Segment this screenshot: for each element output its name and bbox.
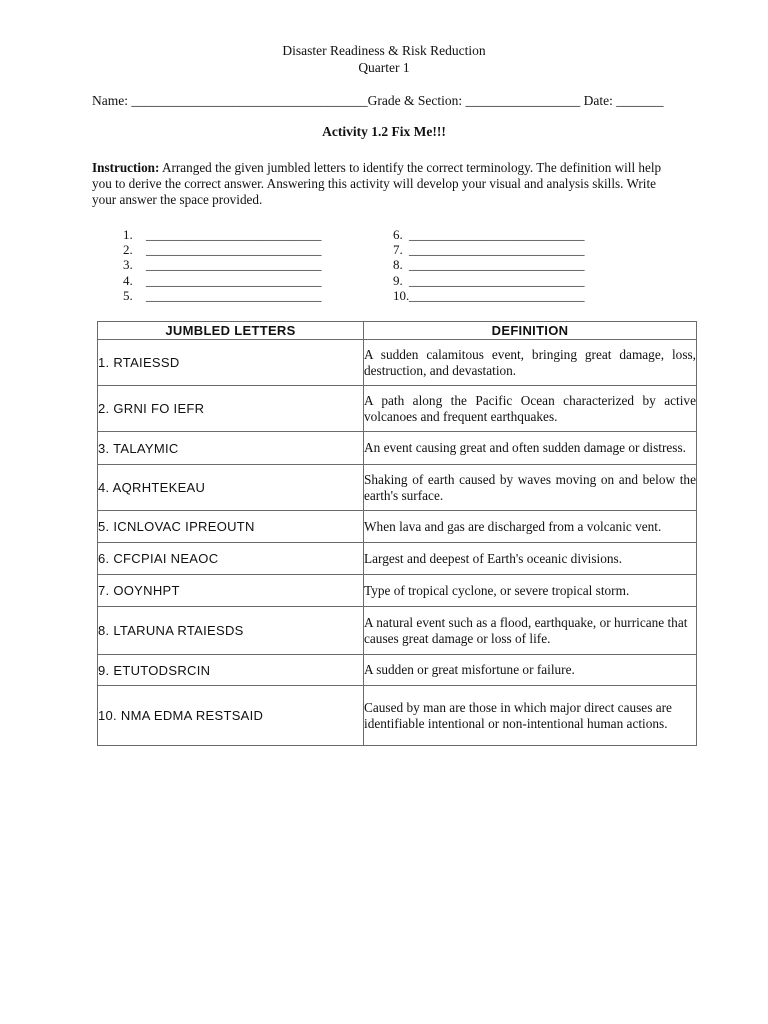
answer-number: 1. xyxy=(123,227,133,242)
answer-line xyxy=(393,242,585,257)
answer-number: 5. xyxy=(123,287,133,303)
table-row xyxy=(98,655,697,686)
definition-text: When lava and gas are discharged from a volcanic vent. xyxy=(364,511,697,543)
jumbled-word: 9. ETUTODSRCIN xyxy=(98,655,364,686)
table-row xyxy=(98,686,697,746)
answer-line xyxy=(123,242,322,257)
jumbled-word: 1. RTAIESSD xyxy=(98,340,364,386)
definition-text: A path along the Pacific Ocean characterized by active volcanoes and frequent earthquakes. xyxy=(364,386,697,432)
quarter-label: Quarter 1 xyxy=(358,60,410,75)
answer-blank: ___________________________ xyxy=(146,272,322,288)
activity-title: Activity 1.2 Fix Me!!! xyxy=(322,124,446,139)
definition-text: Shaking of earth caused by waves moving on and below the earth's surface. xyxy=(364,465,697,511)
answer-lines-left xyxy=(123,227,322,303)
jumbled-word: 2. GRNI FO IEFR xyxy=(98,386,364,432)
answer-number: 7. xyxy=(393,242,403,258)
answer-blank: ___________________________ xyxy=(409,227,585,242)
table-row xyxy=(98,432,697,465)
answer-blank: ___________________________ xyxy=(146,257,322,273)
answer-blank: ___________________________ xyxy=(146,287,322,303)
definition-text: Largest and deepest of Earth's oceanic divisions. xyxy=(364,543,697,575)
answer-line xyxy=(123,257,322,272)
jumbled-word: 4. AQRHTEKEAU xyxy=(98,465,364,511)
answer-number: 2. xyxy=(123,242,133,258)
jumbled-word: 7. OOYNHPT xyxy=(98,575,364,607)
answer-line xyxy=(123,227,322,242)
answer-number: 4. xyxy=(123,272,133,288)
table-row xyxy=(98,511,697,543)
answer-number: 10. xyxy=(393,287,410,303)
definition-text: Caused by man are those in which major direct causes are identifiable intentional or non-intentional human actions. xyxy=(364,686,697,746)
answer-blank: ___________________________ xyxy=(146,242,322,258)
answer-blank: ___________________________ xyxy=(409,242,585,258)
definition-text: An event causing great and often sudden damage or distress. xyxy=(364,432,697,465)
table-row xyxy=(98,607,697,655)
answer-line xyxy=(393,257,585,272)
jumbled-word: 6. CFCPIAI NEAOC xyxy=(98,543,364,575)
name-grade-date-line: Name: ___________________________________Grade & Section: _________________ Date: _______ xyxy=(92,93,664,108)
table-row xyxy=(98,340,697,386)
answer-number: 6. xyxy=(393,227,403,242)
answer-line xyxy=(123,273,322,288)
jumbled-word: 8. LTARUNA RTAIESDS xyxy=(98,607,364,655)
jumbled-word: 10. NMA EDMA RESTSAID xyxy=(98,686,364,746)
answer-number: 3. xyxy=(123,257,133,273)
answer-blank: ___________________________ xyxy=(409,272,585,288)
header-jumbled-letters: JUMBLED LETTERS xyxy=(98,322,364,340)
instruction-paragraph xyxy=(92,160,672,208)
instruction-text: Arranged the given jumbled letters to identify the correct terminology. The definition will help you to derive the correct answer. Answering this activity will develop your visual and analysis skills. Write your answer the space provided. xyxy=(92,160,662,207)
answer-line xyxy=(393,288,585,303)
definition-text: A sudden or great misfortune or failure. xyxy=(364,655,697,686)
answer-line xyxy=(123,288,322,303)
jumbled-letters-table xyxy=(97,321,697,746)
instruction-label: Instruction: xyxy=(92,160,160,175)
answer-blank: ___________________________ xyxy=(146,227,322,242)
answer-number: 8. xyxy=(393,257,403,273)
answer-blank: ___________________________ xyxy=(409,257,585,273)
answer-line xyxy=(393,227,585,242)
answer-lines-right xyxy=(393,227,585,303)
table-row xyxy=(98,465,697,511)
definition-text: A sudden calamitous event, bringing great damage, loss, destruction, and devastation. xyxy=(364,340,697,386)
answer-line xyxy=(393,273,585,288)
header-definition: DEFINITION xyxy=(364,322,697,340)
answer-number: 9. xyxy=(393,272,403,288)
jumbled-word: 5. ICNLOVAC IPREOUTN xyxy=(98,511,364,543)
definition-text: A natural event such as a flood, earthquake, or hurricane that causes great damage or loss of life. xyxy=(364,607,697,655)
answer-blank: ___________________________ xyxy=(409,287,585,303)
table-row xyxy=(98,575,697,607)
table-header-row xyxy=(98,322,697,340)
jumbled-word: 3. TALAYMIC xyxy=(98,432,364,465)
table-row xyxy=(98,543,697,575)
subject-title: Disaster Readiness & Risk Reduction xyxy=(282,43,486,58)
table-row xyxy=(98,386,697,432)
definition-text: Type of tropical cyclone, or severe tropical storm. xyxy=(364,575,697,607)
